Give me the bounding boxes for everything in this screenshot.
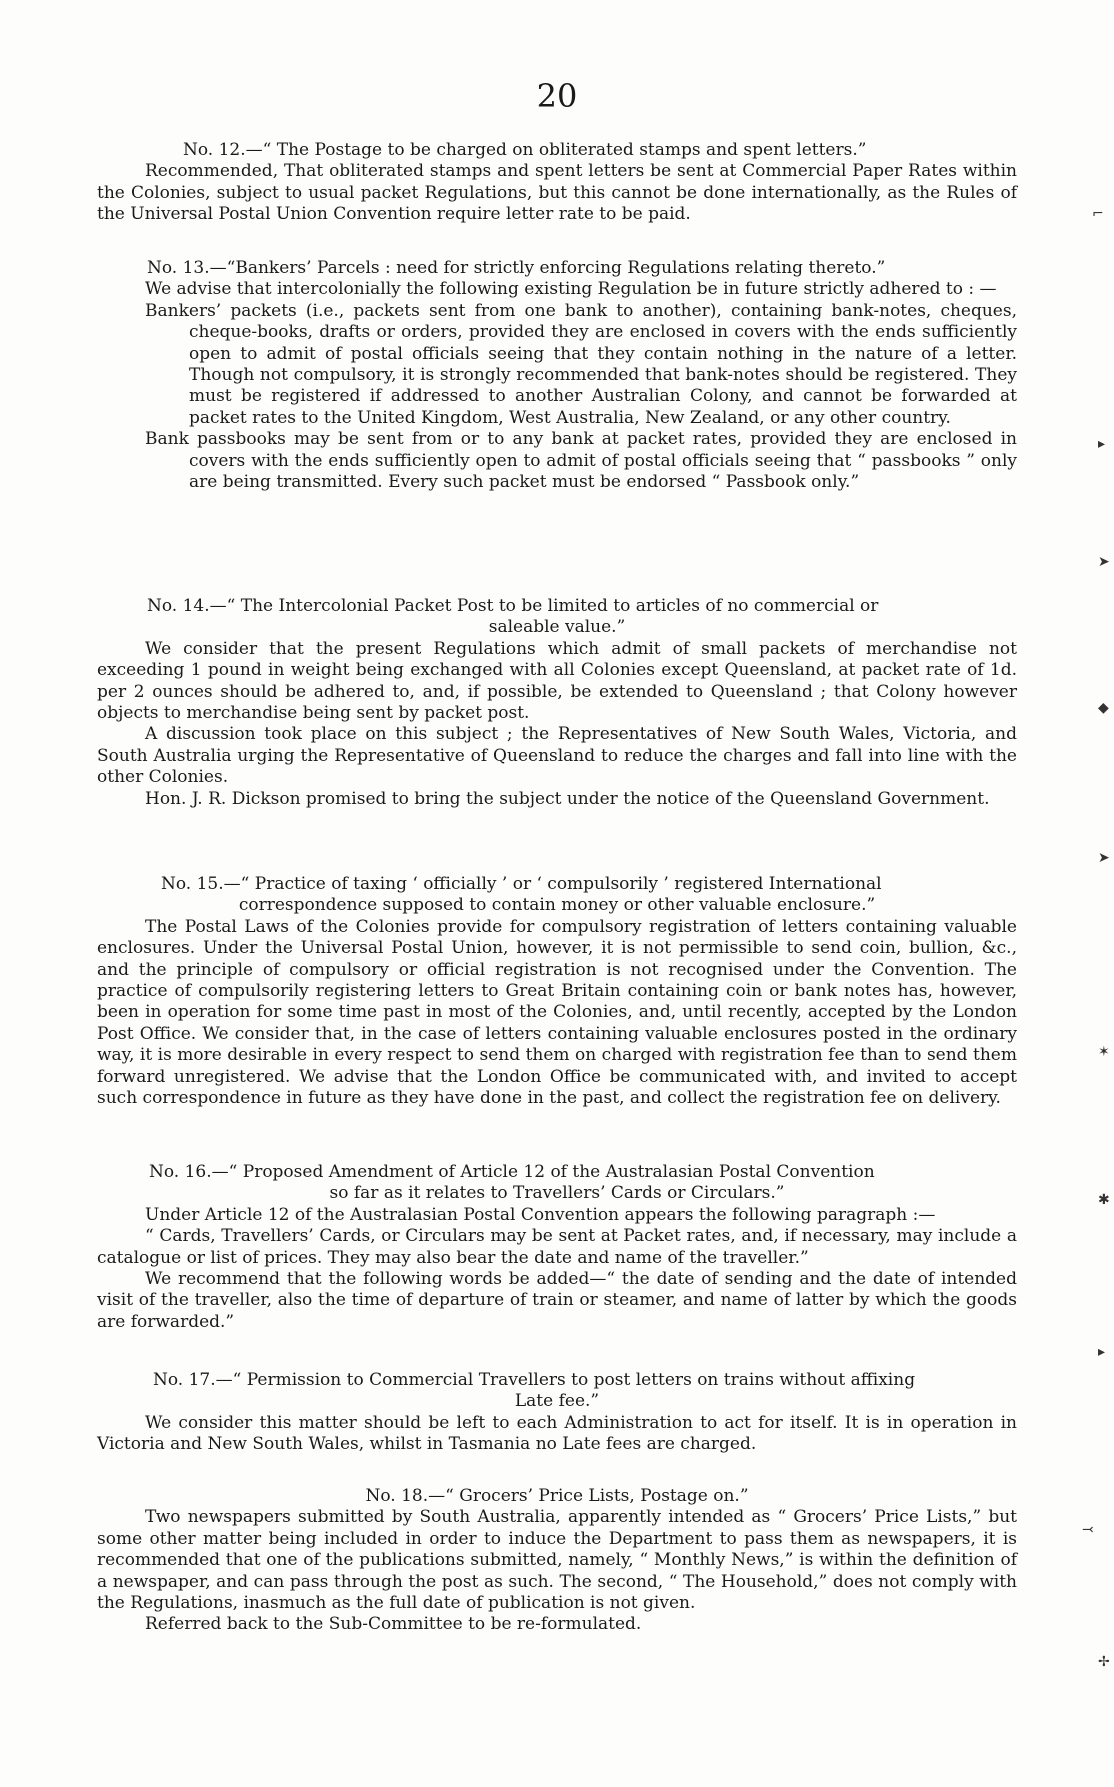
margin-scan-mark: ▸ xyxy=(1098,436,1106,452)
section-14-paragraph-3: Hon. J. R. Dickson promised to bring the subject under the notice of the Queensland Government. xyxy=(145,788,990,809)
section-17 xyxy=(97,1370,1017,1456)
section-15-paragraph: The Postal Laws of the Colonies provide for compulsory registration of letters containing valuable enclosures. Under the Universal Postal Union, however, it is not permissible to send coin, bullion, &c., and the principle of compulsory or official registration is not recognised under the Convention. The practice of compulsorily registering letters to Great Britain containing coin or bank notes has, however, been in operation for some time past in most of the Colonies, and, until recently, accepted by the London Post Office. We consider that, in the case of letters containing valuable enclosures posted in the ordinary way, it is more desirable in every respect to send them on charged with registration fee than to send them forward unregistered. We advise that the London Office be communicated with, and invited to accept such correspondence in future as they have done in the past, and collect the registration fee on delivery. xyxy=(97,916,1017,1109)
section-15-heading-line-1: No. 15.—“ Practice of taxing ‘ officially ’ or ‘ compulsorily ’ registered International xyxy=(161,874,882,894)
section-14-heading-line-1: No. 14.—“ The Intercolonial Packet Post to be limited to articles of no commercial or xyxy=(147,596,879,616)
section-17-paragraph: We consider this matter should be left to each Administration to act for itself. It is in operation in Victoria and New South Wales, whilst in Tasmania no Late fees are charged. xyxy=(97,1412,1017,1455)
section-16 xyxy=(97,1162,1017,1333)
section-16-heading-line-1: No. 16.—“ Proposed Amendment of Article 12 of the Australasian Postal Convention xyxy=(149,1162,875,1182)
margin-scan-mark: ✢ xyxy=(1098,1654,1110,1670)
margin-scan-mark: ▸ xyxy=(1098,1344,1106,1360)
margin-scan-mark: ⤙ xyxy=(1082,1522,1094,1538)
margin-scan-mark: ◆ xyxy=(1098,700,1109,716)
section-13-quote-passbooks: Bank passbooks may be sent from or to any bank at packet rates, provided they are enclosed in covers with the ends sufficiently open to admit of postal officials seeing that “ passbooks ” only are being transmitted. Every such packet must be endorsed “ Passbook only.” xyxy=(145,429,1017,493)
section-12-heading: No. 12.—“ The Postage to be charged on obliterated stamps and spent letters.” xyxy=(183,140,867,160)
section-16-paragraph-2: We recommend that the following words be added—“ the date of sending and the date of intended visit of the traveller, also the time of departure of train or steamer, and name of latter by which the goods are forwarded.” xyxy=(97,1269,1017,1332)
section-13-paragraph: We advise that intercolonially the following existing Regulation be in future strictly adhered to : — xyxy=(145,279,997,300)
section-13-heading: No. 13.—“Bankers’ Parcels : need for strictly enforcing Regulations relating thereto.” xyxy=(147,258,886,278)
section-14-heading-line-2: saleable value.” xyxy=(488,617,626,638)
margin-scan-mark: ➤ xyxy=(1098,554,1110,570)
margin-scan-mark: ➤ xyxy=(1098,850,1110,866)
section-14-paragraph-2: A discussion took place on this subject ; the Representatives of New South Wales, Victoria, and South Australia urging the Representative of Queensland to reduce the charges and fall into line with the other Colonies. xyxy=(97,724,1017,788)
margin-scan-mark: ⌐ xyxy=(1092,206,1104,222)
page-number: 20 xyxy=(536,77,578,115)
section-18-paragraph-1: Two newspapers submitted by South Australia, apparently intended as “ Grocers’ Price Lists,” but some other matter being included in order to induce the Department to pass them as newspapers, it is recommended that one of the publications submitted, namely, “ Monthly News,” is within the definition of a newspaper, and can pass through the post as such. The second, “ The Household,” does not comply with the Regulations, inasmuch as the full date of publication is not given. xyxy=(97,1507,1017,1614)
section-17-heading-line-1: No. 17.—“ Permission to Commercial Travellers to post letters on trains without affixing xyxy=(153,1370,916,1390)
section-14-paragraph-1: We consider that the present Regulations which admit of small packets of merchandise not exceeding 1 pound in weight being exchanged with all Colonies except Queensland, at packet rate of 1d. per 2 ounces should be adhered to, and, if possible, be extended to Queensland ; that Colony however objects to merchandise being sent by packet post. xyxy=(97,638,1017,724)
section-18-heading: No. 18.—“ Grocers’ Price Lists, Postage on.” xyxy=(365,1486,749,1506)
section-18 xyxy=(97,1486,1017,1636)
section-12-paragraph: Recommended, That obliterated stamps and spent letters be sent at Commercial Paper Rates within the Colonies, subject to usual packet Regulations, but this cannot be done internationally, as the Rules of the Universal Postal Union Convention require letter rate to be paid. xyxy=(97,161,1017,225)
margin-scan-mark: ✱ xyxy=(1098,1192,1110,1208)
section-14 xyxy=(97,596,1017,810)
section-17-heading-line-2: Late fee.” xyxy=(514,1391,600,1412)
section-16-paragraph-quote: “ Cards, Travellers’ Cards, or Circulars may be sent at Packet rates, and, if necessary, may include a catalogue or list of prices. They may also bear the date and name of the traveller.” xyxy=(97,1226,1017,1268)
section-16-heading-line-2: so far as it relates to Travellers’ Cards or Circulars.” xyxy=(329,1183,785,1204)
section-12 xyxy=(97,140,1017,226)
section-15-heading-line-2: correspondence supposed to contain money or other valuable enclosure.” xyxy=(238,895,876,916)
section-18-paragraph-2: Referred back to the Sub-Committee to be re-formulated. xyxy=(145,1614,642,1635)
section-15 xyxy=(97,874,1017,1109)
section-13-quote-bankers-packets: Bankers’ packets (i.e., packets sent from one bank to another), containing bank-notes, cheques, cheque-books, drafts or orders, provided they are enclosed in covers with the ends sufficiently open to admit of postal officials seeing that they contain nothing in the nature of a letter. Though not compulsory, it is strongly recommended that bank-notes should be registered. They must be registered if addressed to another Australian Colony, and cannot be forwarded at packet rates to the United Kingdom, West Australia, New Zealand, or any other country. xyxy=(145,300,1017,428)
section-16-paragraph-1: Under Article 12 of the Australasian Postal Convention appears the following paragraph :— xyxy=(145,1204,936,1225)
margin-scan-mark: ✶ xyxy=(1098,1044,1110,1060)
section-13 xyxy=(97,258,1017,493)
